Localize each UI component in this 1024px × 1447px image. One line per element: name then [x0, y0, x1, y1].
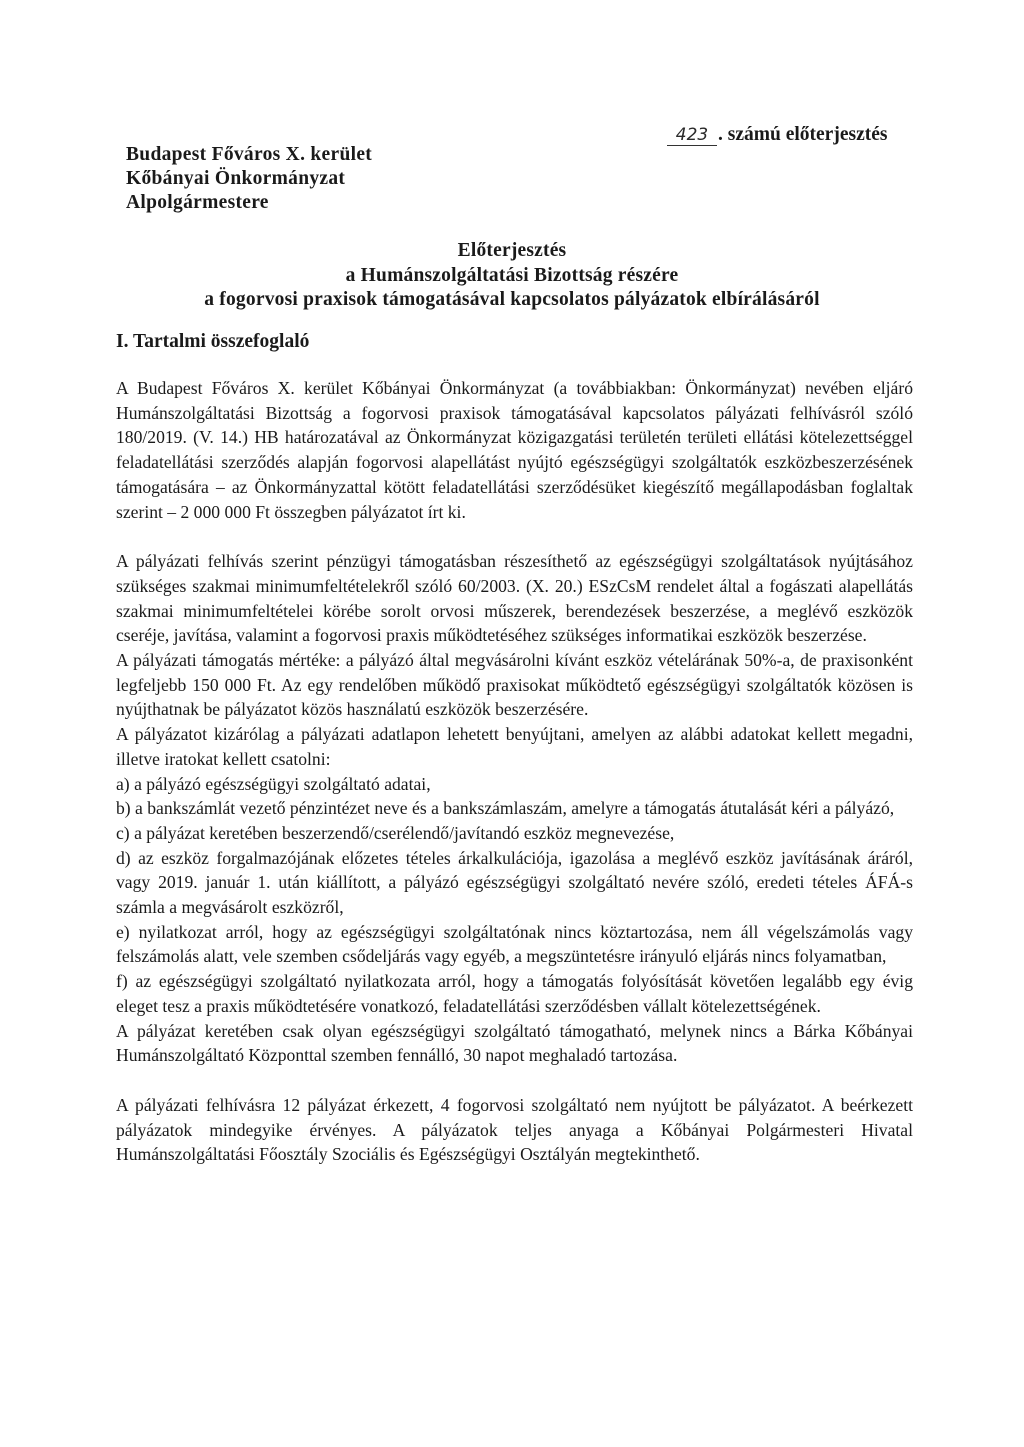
document-title [0, 239, 1024, 313]
list-item-e: e) nyilatkozat arról, hogy az egészségügyi szolgáltatónak nincs köztartozása, nem áll végelszámolás vagy felszámolás alatt, vele szemben csődeljárás vagy egyéb, a megszüntetésre irányuló eljárás nincs folyamatban, [116, 921, 913, 967]
document-body [116, 376, 913, 1167]
paragraph-results: A pályázati felhívásra 12 pályázat érkezett, 4 fogorvosi szolgáltató nem nyújtott be pályázatot. A beérkezett pályázatok mindegyike érvényes. A pályázatok teljes anyaga a Kőbányai Polgármesteri Hivatal Humánszolgáltatási Főosztály Szociális és Egészségügyi Osztályán megtekinthető. [116, 1094, 913, 1165]
title-line-2: a Humánszolgáltatási Bizottság részére [345, 264, 679, 286]
paragraph-application-requirements: A pályázatot kizárólag a pályázati adatlapon lehetett benyújtani, amelyen az alábbi adatokat kellett megadni, illetve iratokat kellett csatolni: [116, 724, 913, 769]
reference-label: . számú előterjesztés [718, 124, 888, 145]
paragraph-support-amount: A pályázati támogatás mértéke: a pályázó által megvásárolni kívánt eszköz vételárának 50%-a, de praxisonként legfeljebb 150 000 Ft. Az egy rendelőben működő praxisokat működtető egészségügyi szolgáltatók közösen is nyújthatnak be pályázatot közös használatú eszközök beszerzésére. [116, 650, 913, 720]
paragraph-summary: A Budapest Főváros X. kerület Kőbányai Önkormányzat (a továbbiakban: Önkormányzat) nevében eljáró Humánszolgáltatási Bizottság a fogorvosi praxisok támogatásával kapcsolatos pályázati felhívásról szóló 180/2019. (V. 14.) HB határozatával az Önkormányzat közigazgatási területén területi ellátási kötelezettséggel feladatellátási szerződés alapján fogorvosi alapellátást nyújtó egészségügyi szolgáltatók eszközbeszerzésének támogatására – az Önkormányzattal kötött feladatellátási szerződésüket kiegészítő megállapodásban foglaltak szerint – 2 000 000 Ft összegben pályázatot írt ki. [116, 378, 913, 522]
issuer-line-city: Budapest Főváros X. kerület [126, 144, 373, 165]
list-item-a: a) a pályázó egészségügyi szolgáltató adatai, [116, 773, 431, 794]
paragraph-eligibility: A pályázati felhívás szerint pénzügyi támogatásban részesíthető az egészségügyi szolgáltatások nyújtásához szükséges szakmai minimumfeltételekről szóló 60/2003. (X. 20.) ESzCsM rendelet által a fogászati alapellátás szakmai minimumfeltételei körébe sorolt orvosi műszerek, berendezések beszerzése, a meglévő eszközök cseréje, javítása, valamint a fogorvosi praxis működtetéséhez szükséges informatikai eszközök beszerzése. [116, 551, 913, 646]
paragraph-debt-condition: A pályázat keretében csak olyan egészségügyi szolgáltató támogatható, melynek nincs a Bárka Kőbányai Humánszolgáltató Központtal szemben fennálló, 30 napot meghaladó tartozása. [116, 1020, 913, 1066]
list-item-b: b) a bankszámlát vezető pénzintézet neve és a bankszámlaszám, amelyre a támogatás átutalását kéri a pályázó, [116, 798, 895, 819]
title-line-1: Előterjesztés [457, 240, 567, 261]
reference-number [667, 124, 887, 146]
handwritten-number: 423 [667, 125, 717, 146]
section-heading: I. Tartalmi összefoglaló [116, 331, 310, 352]
list-item-f: f) az egészségügyi szolgáltató nyilatkozata arról, hogy a támogatás folyósítását követően legalább egy évig eleget tesz a praxis működtetésére vonatkozó, feladatellátási szerződésben vállalt kötelezettségének. [116, 971, 913, 1016]
list-item-d: d) az eszköz forgalmazójának előzetes tételes árkalkulációja, igazolása a meglévő eszköz javításának áráról, vagy 2019. január 1. után kiállított, a pályázó egészségügyi szolgáltató nevére szóló, eredeti tételes ÁFÁ-s számla a megvásárolt eszközről, [116, 847, 913, 918]
issuer-block [126, 143, 372, 215]
list-item-c: c) a pályázat keretében beszerzendő/cserélendő/javítandó eszköz megnevezése, [116, 822, 675, 843]
title-line-3: a fogorvosi praxisok támogatásával kapcsolatos pályázatok elbírálásáról [204, 289, 820, 310]
issuer-line-municipality: Kőbányai Önkormányzat [126, 168, 346, 189]
issuer-line-office: Alpolgármestere [126, 192, 269, 213]
